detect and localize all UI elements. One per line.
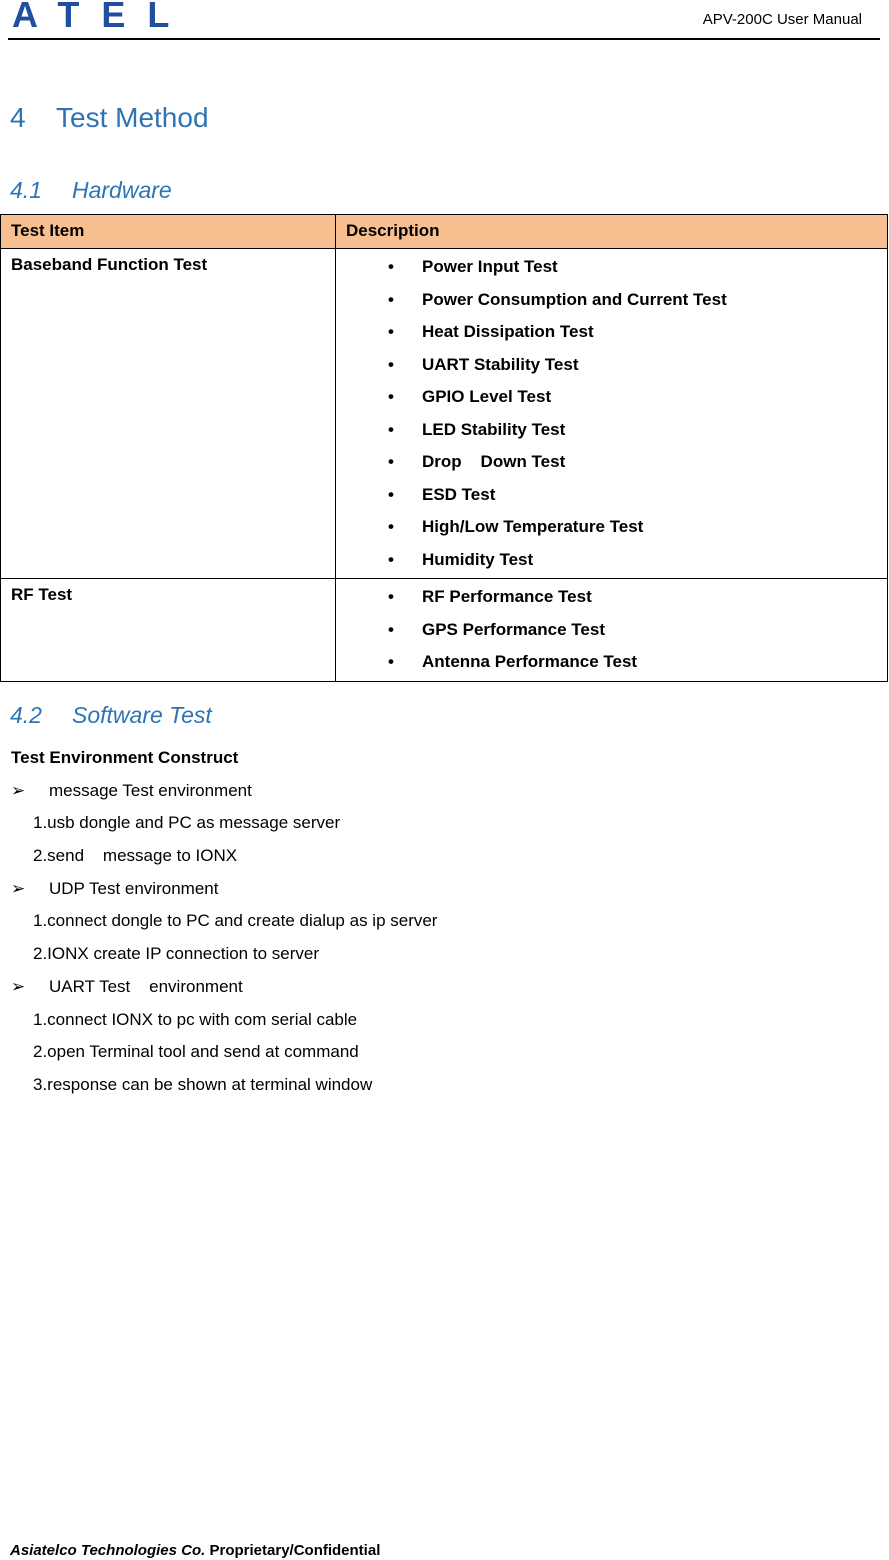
- list-item: [336, 316, 887, 349]
- list-item: [336, 646, 887, 679]
- header-test-item: Test Item: [1, 215, 336, 249]
- list-item-text: GPS Performance Test: [422, 619, 605, 639]
- bullet-icon: •: [388, 257, 394, 276]
- section-title: Test Method: [56, 102, 209, 133]
- list-item: [336, 581, 887, 614]
- list-item: [336, 251, 887, 284]
- atel-logo: ATEL: [12, 0, 192, 35]
- test-item-cell: Baseband Function Test: [1, 249, 336, 579]
- section-number: 4: [10, 102, 26, 133]
- list-item: [336, 479, 887, 512]
- list-item: [336, 511, 887, 544]
- step-item: 1.usb dongle and PC as message server: [33, 813, 341, 833]
- step-item: 2.send message to IONX: [33, 846, 238, 866]
- bullet-icon: •: [388, 387, 394, 406]
- bullet-icon: •: [388, 419, 394, 439]
- list-item-text: Drop Down Test: [422, 452, 566, 471]
- arrow-bullet-icon: ➢: [11, 878, 26, 898]
- group-title: [11, 775, 871, 808]
- software-number: 4.2: [10, 702, 42, 728]
- step-item: 3.response can be shown at terminal window: [33, 1074, 373, 1094]
- header-description: Description: [336, 215, 888, 249]
- bullet-icon: •: [388, 587, 394, 606]
- description-cell: [336, 249, 888, 579]
- list-item-text: GPIO Level Test: [422, 387, 552, 406]
- bullet-icon: •: [388, 289, 394, 309]
- bullet-icon: •: [388, 517, 394, 536]
- bullet-icon: •: [388, 322, 394, 341]
- list-item: [336, 349, 887, 382]
- hardware-title: Hardware: [72, 177, 172, 203]
- bullet-list: [336, 581, 887, 679]
- list-item: [336, 284, 887, 317]
- list-item: [336, 544, 887, 577]
- software-heading: [10, 702, 212, 729]
- step-item: 1.connect IONX to pc with com serial cable: [33, 1009, 358, 1029]
- list-item-text: ESD Test: [422, 484, 496, 504]
- hardware-number: 4.1: [10, 177, 42, 203]
- section-heading: [10, 102, 209, 134]
- group-title: [11, 873, 871, 906]
- bullet-icon: •: [388, 619, 394, 639]
- software-test-content: [11, 742, 871, 1102]
- table-row: [1, 579, 888, 682]
- list-item-text: Humidity Test: [422, 549, 534, 569]
- list-item-text: Power Input Test: [422, 257, 558, 276]
- list-item: [336, 614, 887, 647]
- list-item: [336, 381, 887, 414]
- test-item-cell: RF Test: [1, 579, 336, 682]
- step-item: 2.open Terminal tool and send at command: [33, 1042, 359, 1062]
- list-item-text: Antenna Performance Test: [422, 652, 638, 671]
- table-header-row: [1, 215, 888, 249]
- group-title: [11, 971, 871, 1004]
- environment-subtitle: Test Environment Construct: [11, 748, 239, 767]
- description-cell: [336, 579, 888, 682]
- step-item: 1.connect dongle to PC and create dialup as ip server: [33, 911, 438, 931]
- list-item-text: RF Performance Test: [422, 587, 592, 606]
- hardware-test-table: [0, 214, 888, 682]
- list-item: [336, 446, 887, 479]
- bullet-list: [336, 251, 887, 576]
- list-item: [336, 414, 887, 447]
- company-name: Asiatelco Technologies Co.: [10, 1542, 206, 1559]
- arrow-bullet-icon: ➢: [11, 780, 26, 800]
- document-title: APV-200C User Manual: [702, 11, 862, 28]
- table-row: [1, 249, 888, 579]
- arrow-bullet-icon: ➢: [11, 976, 26, 996]
- list-item-text: Power Consumption and Current Test: [422, 289, 727, 309]
- list-item-text: High/Low Temperature Test: [422, 517, 644, 536]
- list-item-text: Heat Dissipation Test: [422, 322, 594, 341]
- list-item-text: LED Stability Test: [422, 419, 566, 439]
- hardware-heading: [10, 177, 172, 204]
- group-title-text: message Test environment: [49, 780, 252, 800]
- software-title: Software Test: [72, 702, 212, 728]
- group-title-text: UART Test environment: [49, 976, 243, 996]
- bullet-icon: •: [388, 452, 394, 471]
- list-item-text: UART Stability Test: [422, 354, 579, 374]
- bullet-icon: •: [388, 354, 394, 374]
- page-footer: [10, 1542, 380, 1559]
- confidential-label: Proprietary/Confidential: [209, 1542, 381, 1559]
- page-header: [8, 0, 880, 40]
- step-item: 2.IONX create IP connection to server: [33, 944, 319, 964]
- bullet-icon: •: [388, 549, 394, 569]
- bullet-icon: •: [388, 652, 394, 671]
- group-title-text: UDP Test environment: [49, 878, 219, 898]
- bullet-icon: •: [388, 484, 394, 504]
